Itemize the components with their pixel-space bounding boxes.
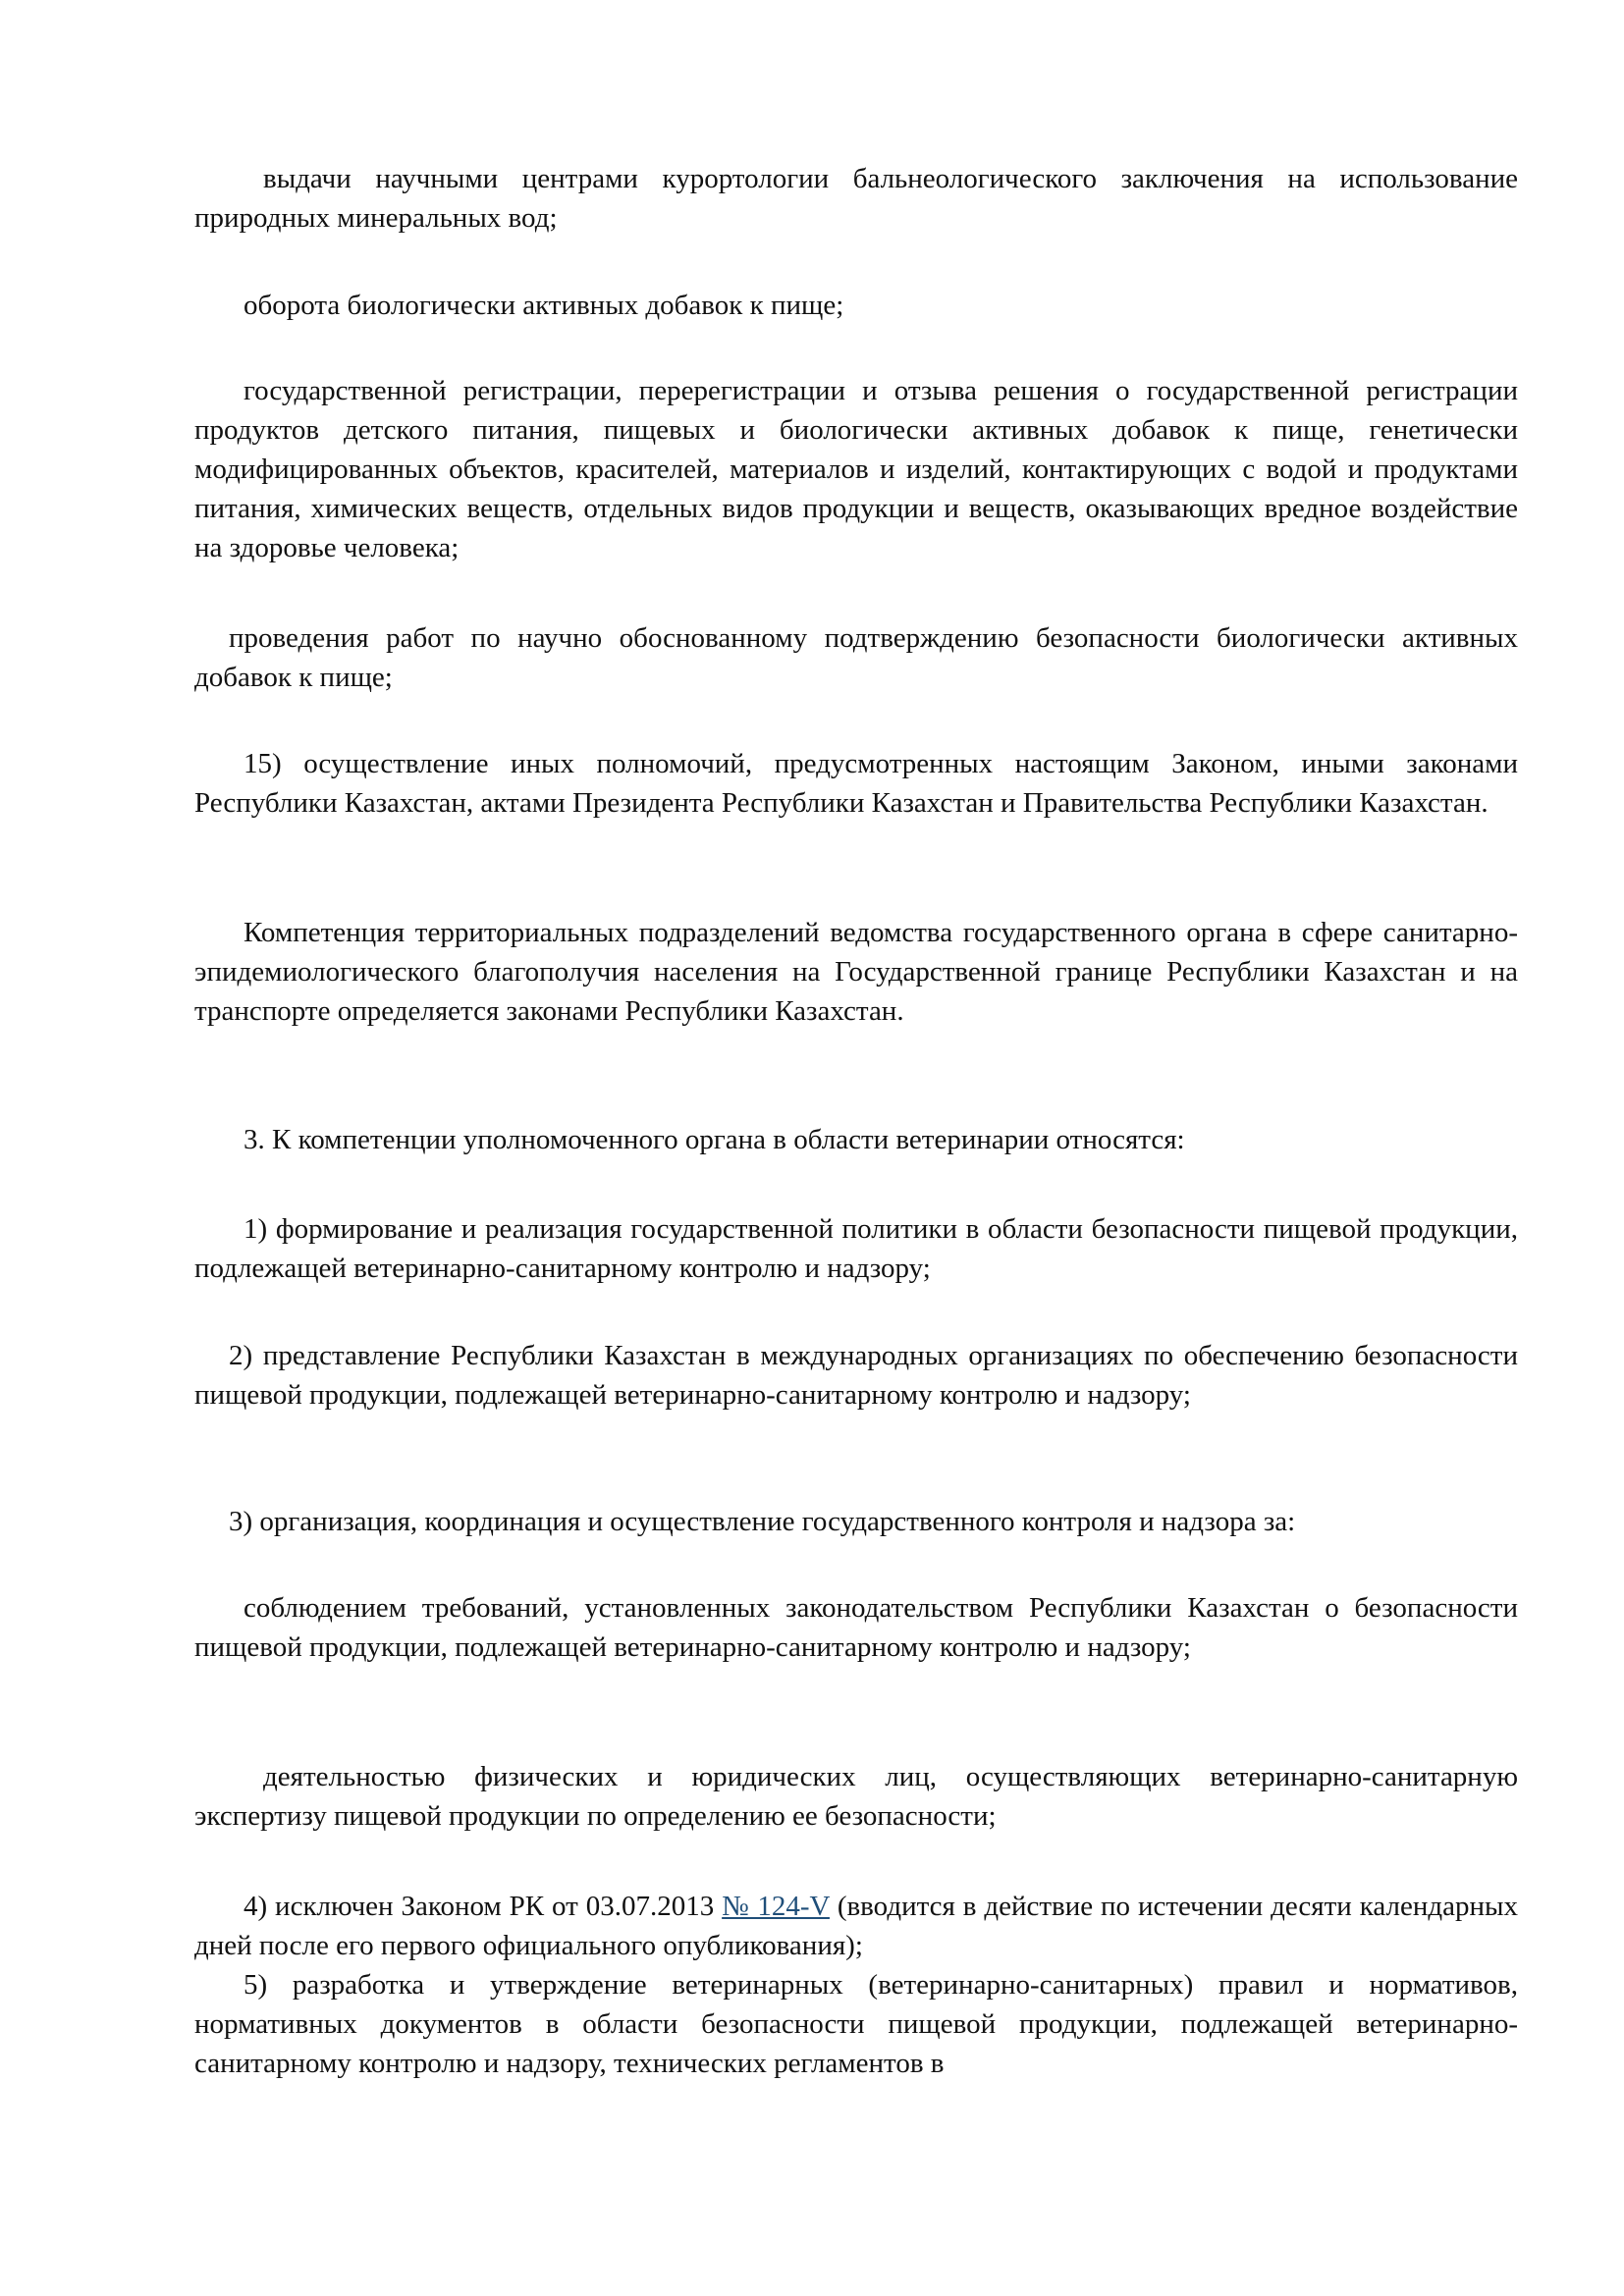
item-4-text-after: (вводится в действие по истечении десяти календарных дней после его первого официального опубликования); — [194, 1891, 1518, 1961]
item-4-text-before: 4) исключен Законом РК от 03.07.2013 — [244, 1891, 723, 1922]
paragraph-territorial-competence: Компетенция территориальных подразделений ведомства государственного органа в сфере санитарно-эпидемиологического благополучия населения на Государственной границе Республики Казахстан и на транспорте определяется законами Республики Казахстан. — [194, 917, 1518, 1027]
law-124-v-link[interactable]: № 124-V — [722, 1891, 830, 1922]
paragraph-compliance-requirements: соблюдением требований, установленных законодательством Республики Казахстан о безопасности пищевой продукции, подлежащей ветеринарно-санитарному контролю и надзору; — [194, 1592, 1518, 1663]
paragraph-vet-item-4 — [194, 1887, 1518, 1965]
paragraph-balneological-conclusion: выдачи научными центрами курортологии бальнеологического заключения на использование природных минеральных вод; — [194, 163, 1518, 234]
paragraph-section-3-heading: 3. К компетенции уполномоченного органа в области ветеринарии относятся: — [244, 1124, 1185, 1155]
paragraph-item-15: 15) осуществление иных полномочий, предусмотренных настоящим Законом, иными законами Республики Казахстан, актами Президента Республики Казахстан и Правительства Республики Казахстан. — [194, 748, 1518, 819]
paragraph-scientific-confirmation: проведения работ по научно обоснованному подтверждению безопасности биологически активных добавок к пище; — [194, 622, 1518, 693]
paragraph-vet-item-3: 3) организация, координация и осуществление государственного контроля и надзора за: — [229, 1506, 1296, 1537]
paragraph-supplements-turnover: оборота биологически активных добавок к пище; — [244, 290, 844, 321]
paragraph-vet-item-2: 2) представление Республики Казахстан в международных организациях по обеспечению безопасности пищевой продукции, подлежащей ветеринарно-санитарному контролю и надзору; — [194, 1340, 1518, 1411]
paragraph-expert-activity: деятельностью физических и юридических лиц, осуществляющих ветеринарно-санитарную экспертизу пищевой продукции по определению ее безопасности; — [194, 1761, 1518, 1832]
paragraph-vet-item-5: 5) разработка и утверждение ветеринарных (ветеринарно-санитарных) правил и нормативов, нормативных документов в области безопасности пищевой продукции, подлежащей ветеринарно-санитарному контролю и надзору, технических регламентов в — [194, 1969, 1518, 2079]
paragraph-state-registration: государственной регистрации, перерегистрации и отзыва решения о государственной регистрации продуктов детского питания, пищевых и биологически активных добавок к пище, генетически модифицированных объектов, красителей, материалов и изделий, контактирующих с водой и продуктами питания, химических веществ, отдельных видов продукции и веществ, оказывающих вредное воздействие на здоровье человека; — [194, 375, 1518, 563]
paragraph-vet-item-1: 1) формирование и реализация государственной политики в области безопасности пищевой продукции, подлежащей ветеринарно-санитарному контролю и надзору; — [194, 1213, 1518, 1284]
